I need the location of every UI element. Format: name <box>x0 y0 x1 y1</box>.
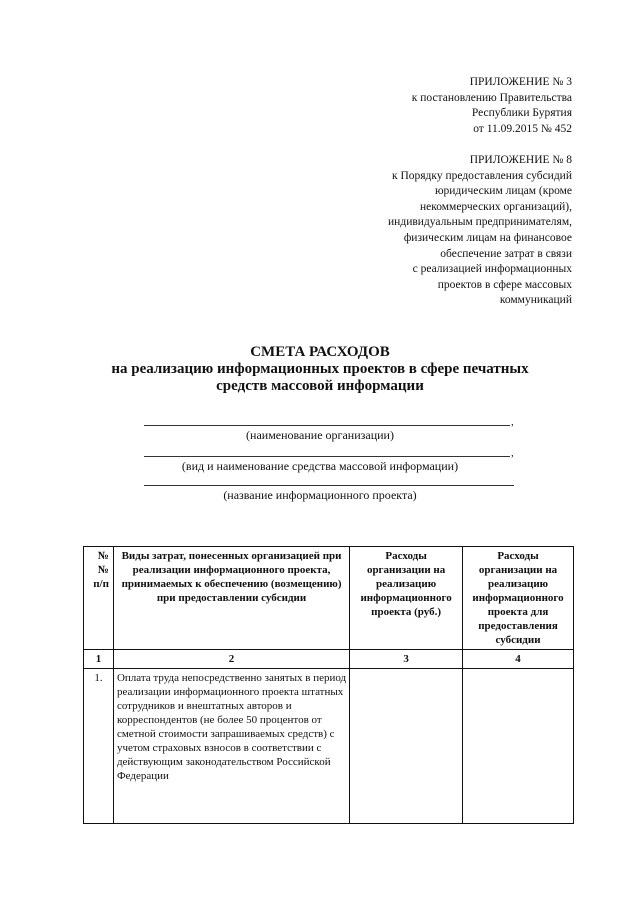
appendix-8-line: юридическим лицам (кроме <box>434 185 572 198</box>
field-comma: , <box>511 416 514 428</box>
appendix-8-line: физическим лицам на финансовое <box>403 231 572 244</box>
appendix-3-line: от 11.09.2015 № 452 <box>473 122 572 135</box>
header-org-expenses: Расходы организации на реализацию информационного проекта (руб.) <box>350 547 463 650</box>
row-org-expenses-cell[interactable] <box>350 669 463 824</box>
table-header-row <box>84 547 574 650</box>
table-row <box>84 669 574 824</box>
row-description: Оплата труда непосредственно занятых в период реализации информационного проекта штатных сотрудников и внештатных авторов и корреспондентов (не более 50 процентов от сметной стоимости запрашиваемых средств) с учетом страховых взносов в соответствии с действующим законодательством Российской Федерации <box>113 669 349 824</box>
column-number: 1 <box>84 650 114 669</box>
project-name-caption: (название информационного проекта) <box>223 488 417 502</box>
appendix-3-header <box>412 75 572 137</box>
appendix-8-line: с реализацией информационных <box>412 263 572 276</box>
appendix-8-line: к Порядку предоставления субсидий <box>392 169 572 182</box>
column-number: 4 <box>463 650 574 669</box>
document-title <box>0 344 640 395</box>
organization-name-line[interactable] <box>144 425 510 426</box>
appendix-8-line: коммуникаций <box>499 294 572 307</box>
media-name-line[interactable] <box>144 456 510 457</box>
appendix-8-line: ПРИЛОЖЕНИЕ № 8 <box>469 154 572 166</box>
appendix-3-line: Республики Бурятия <box>471 107 572 120</box>
title-line: на реализацию информационных проектов в сфере печатных <box>111 361 529 377</box>
title-line: средств массовой информации <box>216 378 424 394</box>
appendix-3-line: ПРИЛОЖЕНИЕ № 3 <box>469 76 572 88</box>
estimate-table <box>83 546 574 824</box>
appendix-8-line: проектов в сфере массовых <box>437 278 572 291</box>
field-comma: , <box>511 447 514 459</box>
row-subsidy-expenses-cell[interactable] <box>463 669 574 824</box>
title-line: СМЕТА РАСХОДОВ <box>250 344 390 360</box>
project-name-line[interactable] <box>144 485 514 486</box>
appendix-8-header <box>388 153 572 309</box>
header-expense-type: Виды затрат, понесенных организацией при реализации информационного проекта, принимаемых к обеспечению (возмещению) при предоставлении субсидии <box>113 547 349 650</box>
media-name-caption: (вид и наименование средства массовой информации) <box>181 459 459 473</box>
column-number-row <box>84 650 574 669</box>
header-subsidy-expenses: Расходы организации на реализацию информационного проекта для предоставления субсидии <box>463 547 574 650</box>
column-number: 2 <box>113 650 349 669</box>
organization-name-caption: (наименование организации) <box>246 428 394 442</box>
appendix-8-line: индивидуальным предпринимателям, <box>388 216 572 229</box>
column-number: 3 <box>350 650 463 669</box>
appendix-8-line: обеспечение затрат в связи <box>440 247 572 260</box>
appendix-3-line: к постановлению Правительства <box>411 91 572 104</box>
row-index: 1. <box>84 669 114 824</box>
header-number: №№ п/п <box>84 547 114 650</box>
appendix-8-line: некоммерческих организаций), <box>419 200 572 213</box>
